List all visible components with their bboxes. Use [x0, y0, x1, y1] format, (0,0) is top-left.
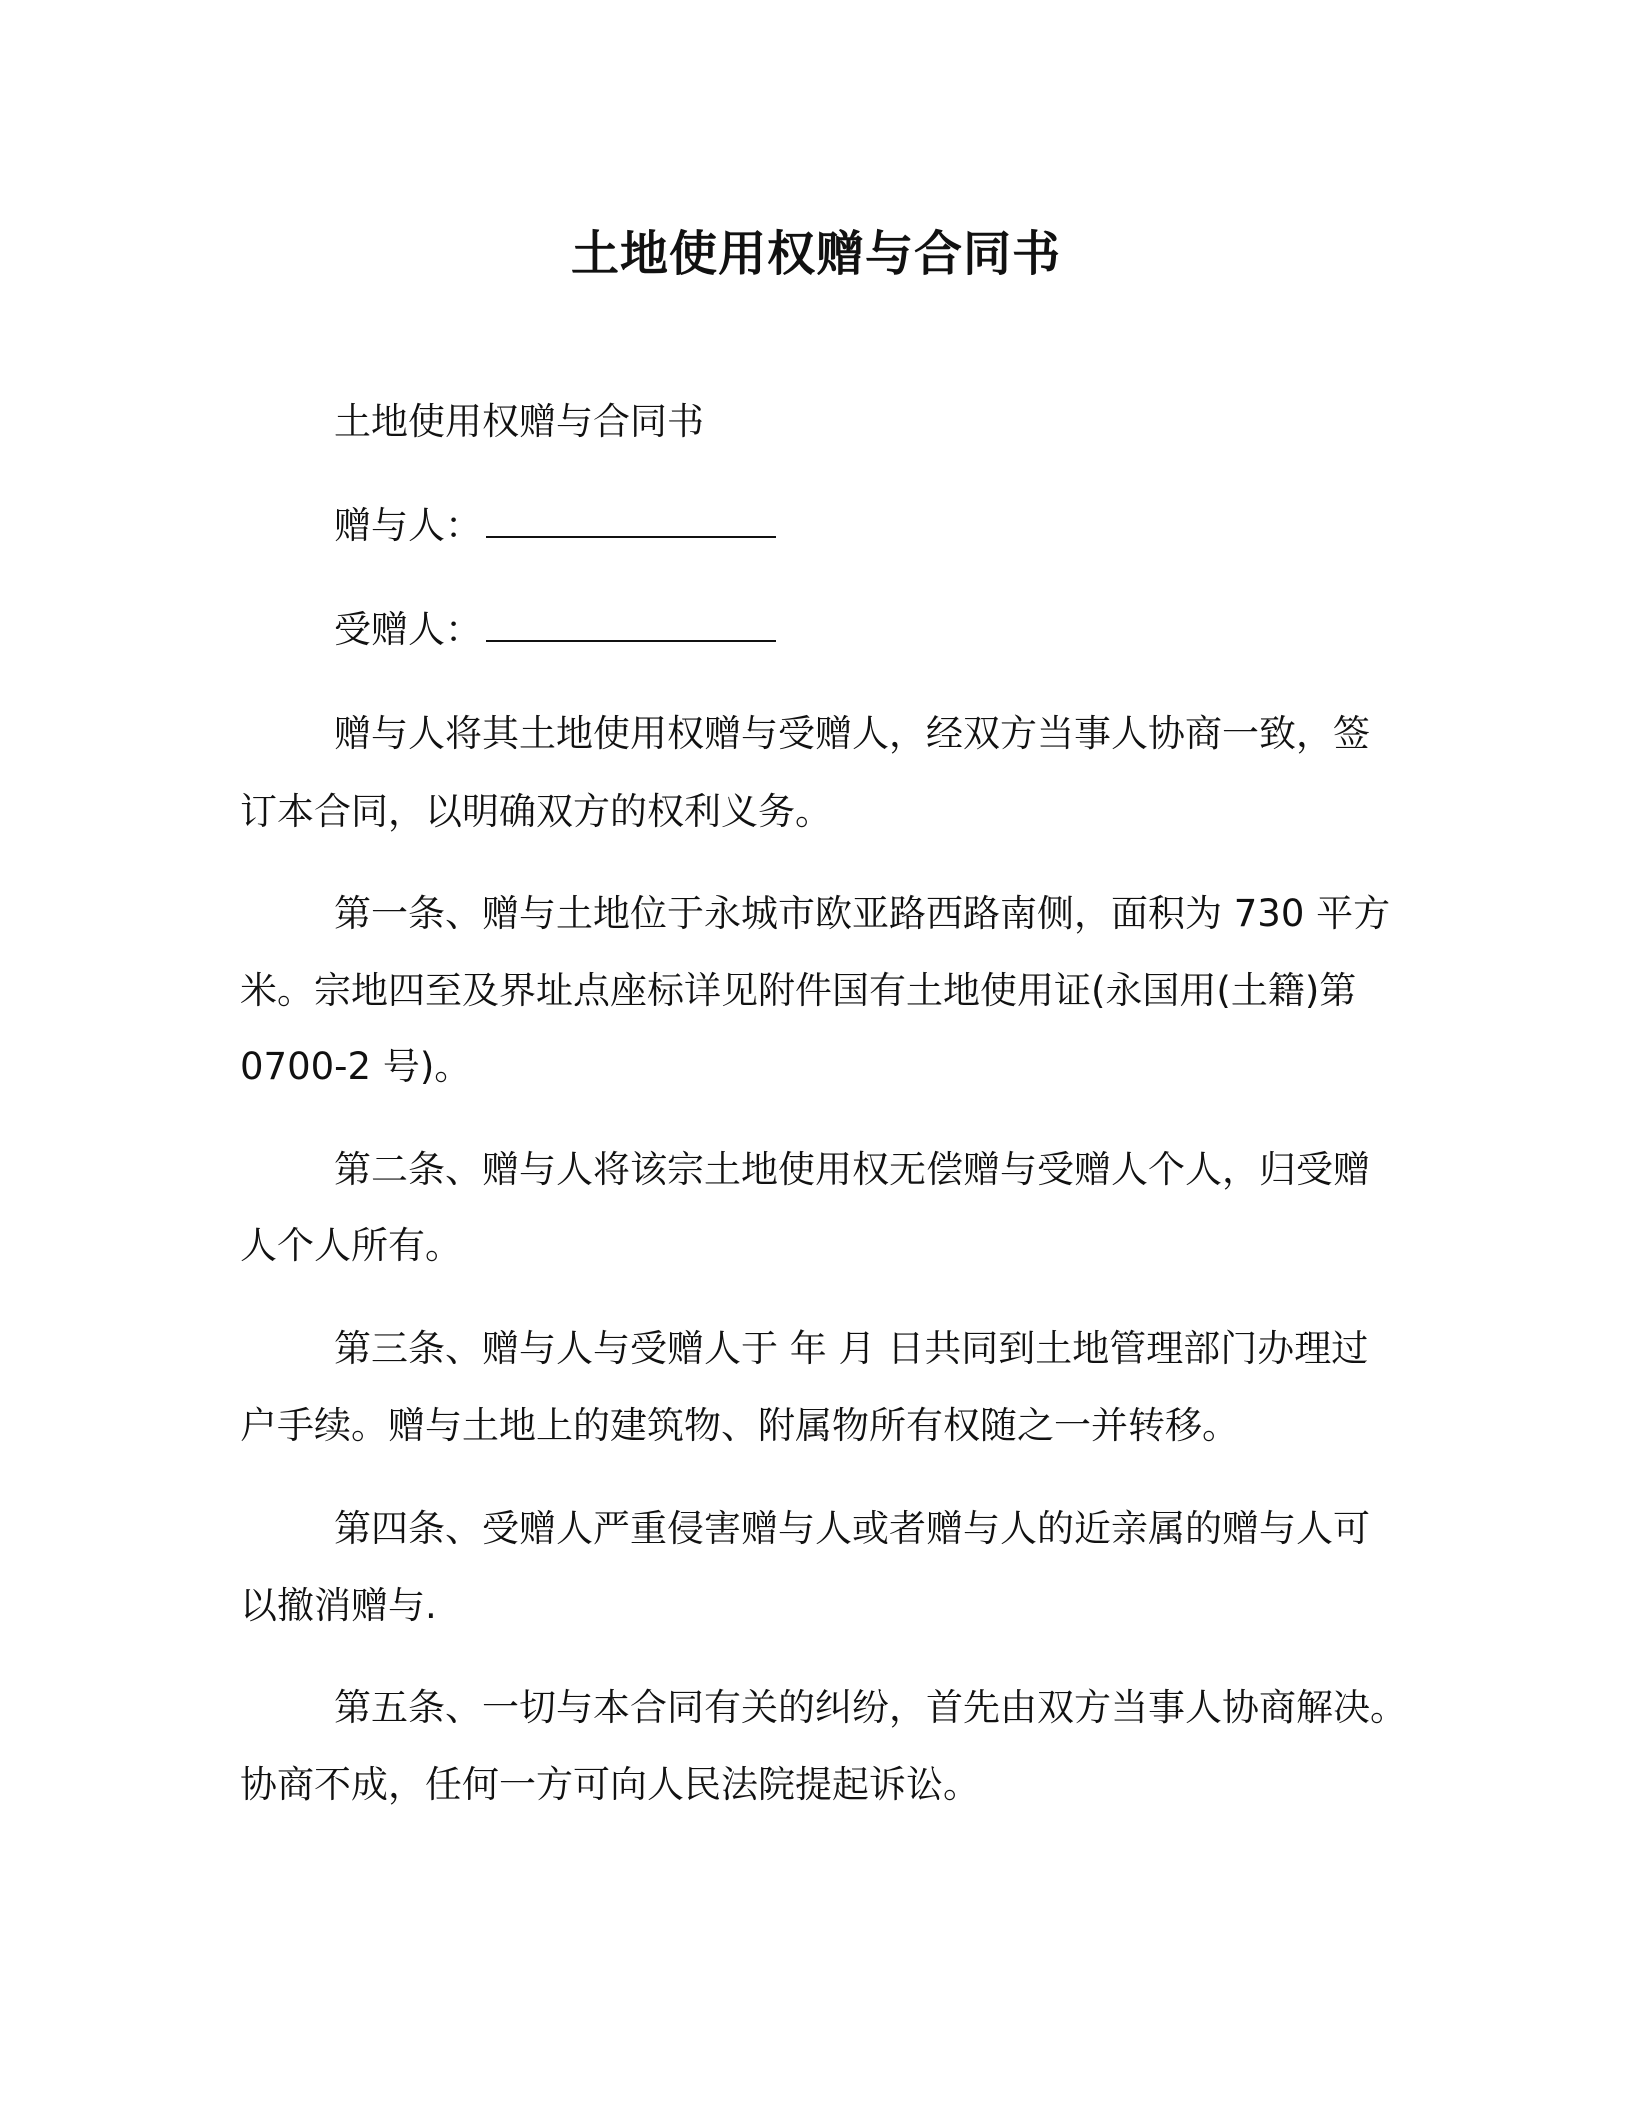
donor-blank-line — [486, 506, 776, 538]
article1-line-2: 米。宗地四至及界址点座标详见附件国有土地使用证(永国用(土籍)第 — [240, 969, 1357, 1012]
donee-blank-line — [486, 610, 776, 642]
donor-field — [334, 502, 776, 550]
intro-line-1: 赠与人将其土地使用权赠与受赠人，经双方当事人协商一致，签 — [334, 712, 1370, 755]
donee-field — [334, 606, 776, 654]
donee-label: 受赠人： — [334, 608, 482, 651]
article5-line-1: 第五条、一切与本合同有关的纠纷，首先由双方当事人协商解决。 — [334, 1686, 1407, 1729]
article2-line-2: 人个人所有。 — [240, 1224, 462, 1267]
article1-line-3: 0700-2 号)。 — [240, 1045, 472, 1088]
article3-line-1: 第三条、赠与人与受赠人于 年 月 日共同到土地管理部门办理过 — [334, 1327, 1369, 1370]
article4-line-2: 以撤消赠与. — [240, 1584, 437, 1627]
article5-line-2: 协商不成，任何一方可向人民法院提起诉讼。 — [240, 1763, 980, 1806]
article2-line-1: 第二条、赠与人将该宗土地使用权无偿赠与受赠人个人，归受赠 — [334, 1148, 1370, 1191]
article1-line-1: 第一条、赠与土地位于永城市欧亚路西路南侧，面积为 730 平方 — [334, 892, 1391, 935]
intro-line-2: 订本合同，以明确双方的权利义务。 — [240, 790, 832, 833]
document-subtitle: 土地使用权赠与合同书 — [334, 400, 704, 443]
article4-line-1: 第四条、受赠人严重侵害赠与人或者赠与人的近亲属的赠与人可 — [334, 1507, 1370, 1550]
document-title: 土地使用权赠与合同书 — [570, 226, 1061, 282]
article3-line-2: 户手续。赠与土地上的建筑物、附属物所有权随之一并转移。 — [240, 1404, 1239, 1447]
donor-label: 赠与人： — [334, 504, 482, 547]
